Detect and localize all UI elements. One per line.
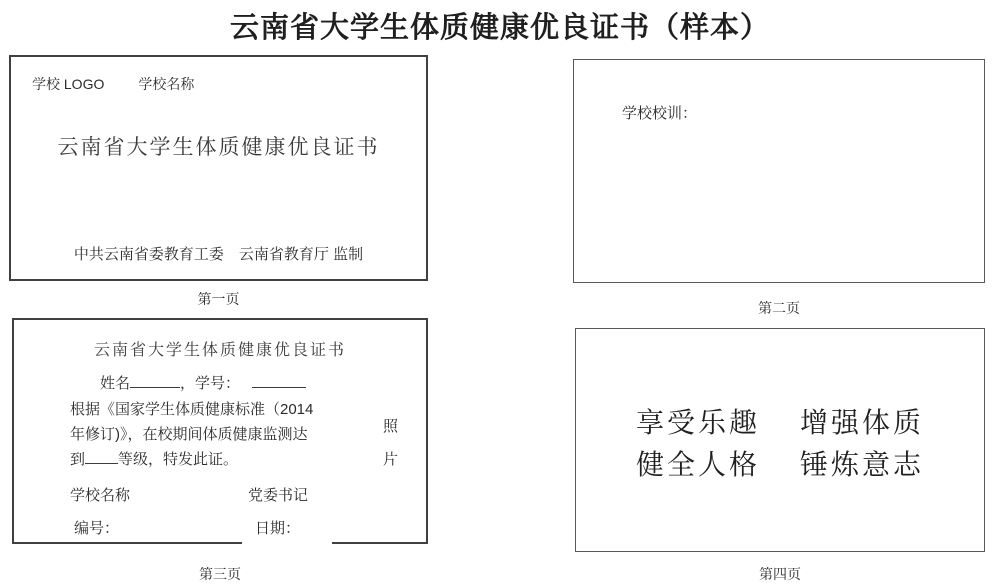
motto-line-2 xyxy=(576,445,984,487)
motto-phrase-4: 锤炼意志 xyxy=(800,450,925,481)
page1-caption: 第一页 xyxy=(197,291,240,307)
certificate-cover-title: 云南省大学生体质健康优良证书 xyxy=(57,135,380,159)
certificate-page-2 xyxy=(573,59,985,283)
issuer-line: 中共云南省委教育工委 云南省教育厅 监制 xyxy=(73,246,364,263)
motto-phrase-3: 健全人格 xyxy=(635,450,760,481)
name-blank-line xyxy=(130,374,180,388)
grade-suffix: 等级，特发此证。 xyxy=(118,451,239,468)
school-name-placeholder: 学校名称 xyxy=(138,76,195,92)
photo-placeholder-label: 照片 xyxy=(382,418,398,468)
body-text-line-2: 年修订)》，在校期间体质健康监测达 xyxy=(70,426,308,443)
page2-caption: 第二页 xyxy=(758,300,800,316)
date-label: 日期： xyxy=(255,520,301,537)
name-label: 姓名 xyxy=(100,375,131,392)
certificate-inner-title: 云南省大学生体质健康优良证书 xyxy=(93,342,346,359)
page4-caption: 第四页 xyxy=(759,566,801,582)
back-cover-motto xyxy=(576,403,984,487)
motto-phrase-1: 享受乐趣 xyxy=(635,408,760,439)
motto-phrase-2: 增强体质 xyxy=(800,408,925,439)
certificate-page-1 xyxy=(9,55,428,281)
border-gap xyxy=(242,542,332,544)
document-title: 云南省大学生体质健康优良证书（样本） xyxy=(229,12,770,44)
page3-caption: 第三页 xyxy=(199,566,241,582)
student-id-label: ，学号： xyxy=(180,375,241,392)
school-name-label: 学校名称 xyxy=(70,487,131,504)
serial-number-label: 编号： xyxy=(74,520,120,537)
party-secretary-label: 党委书记 xyxy=(248,487,309,504)
school-motto-label: 学校校训： xyxy=(622,105,698,122)
certificate-page-4 xyxy=(575,328,985,552)
body-text-line-3 xyxy=(70,448,238,469)
page1-header xyxy=(32,74,194,94)
name-student-id-line xyxy=(100,372,306,393)
body-text-line-1: 根据《国家学生体质健康标准（2014 xyxy=(70,401,314,418)
motto-line-1 xyxy=(576,403,984,445)
student-id-blank-line xyxy=(252,374,306,388)
grade-blank-line xyxy=(85,450,118,464)
certificate-page-3 xyxy=(12,318,428,544)
grade-prefix: 到 xyxy=(70,451,86,468)
school-logo-placeholder: 学校 LOGO xyxy=(32,76,105,92)
